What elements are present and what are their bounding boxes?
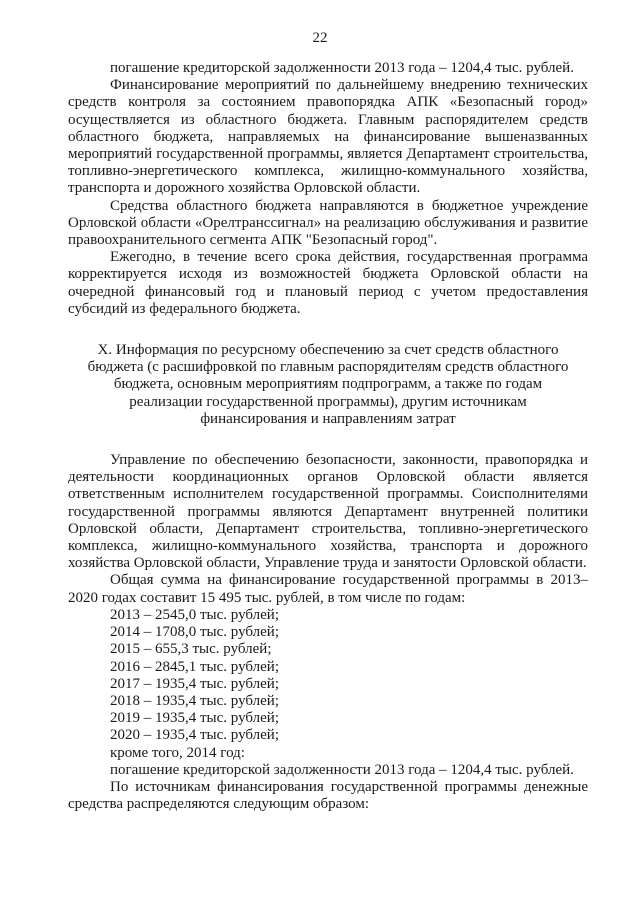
extra-line: кроме того, 2014 год: <box>110 744 245 761</box>
yearly-funding-list <box>68 607 588 745</box>
paragraph-total-sum: Общая сумма на финансирование государственной программы в 2013–2020 годах составит 15 495 тыс. рублей, в том числе по годам: <box>68 572 588 606</box>
paragraph-financing-measures: Финансирование мероприятий по дальнейшему внедрению технических средств контроля за состоянием правопорядка АПК «Безопасный город» осуществляется из областного бюджета. Главным распорядителем средств областного бюджета, направляемых на финансирование вышеназванных мероприятий государственной программы, является Департамент строительства, топливно-энергетического комплекса, жилищно-коммунального хозяйства, транспорта и дорожного хозяйства Орловской области. <box>68 77 588 197</box>
year-item: 2019 – 1935,4 тыс. рублей; <box>110 710 279 727</box>
paragraph-debt-repayment: погашение кредиторской задолженности 2013 года – 1204,4 тыс. рублей. <box>110 60 574 76</box>
paragraph-responsible-executor: Управление по обеспечению безопасности, законности, правопорядка и деятельности координационных органов Орловской области является ответственным исполнителем государственной программы. Соисполнителями государственной программы являются Департамент внутренней политики Орловской области, Департамент строительства, топливно-энергетического комплекса, жилищно-коммунального хозяйства, транспорта и дорожного хозяйства Орловской области, Управление труда и занятости Орловской области. <box>68 452 588 572</box>
paragraph-annual-adjustment: Ежегодно, в течение всего срока действия, государственная программа корректируется исходя из возможностей бюджета Орловской области на очередной финансовый год и плановый период с учетом предоставления субсидий из федерального бюджета. <box>68 249 588 317</box>
page-number: 22 <box>312 30 328 46</box>
paragraph-budget-institution: Средства областного бюджета направляются в бюджетное учреждение Орловской области «Орелтранссигнал» на реализацию обслуживания и развитие правоохранительного сегмента АПК "Безопасный город". <box>68 197 588 249</box>
section-heading: X. Информация по ресурсному обеспечению за счет средств областного бюджета (с расшифровкой по главным распорядителям средств областного бюджета, основным мероприятиям подпрограмм, а также по годам реализации государственной программы), другим источникам финансирования и направлениям затрат <box>87 342 569 427</box>
year-item: 2014 – 1708,0 тыс. рублей; <box>110 624 279 641</box>
year-item: 2018 – 1935,4 тыс. рублей; <box>110 692 279 709</box>
year-item: 2013 – 2545,0 тыс. рублей; <box>110 606 279 623</box>
paragraph-funding-sources: По источникам финансирования государственной программы денежные средства распределяются следующим образом: <box>68 778 588 813</box>
year-item: 2015 – 655,3 тыс. рублей; <box>110 641 272 658</box>
year-item: 2017 – 1935,4 тыс. рублей; <box>110 675 279 692</box>
debt-line: погашение кредиторской задолженности 2013 года – 1204,4 тыс. рублей. <box>110 761 574 778</box>
year-item: 2020 – 1935,4 тыс. рублей; <box>110 727 279 744</box>
document-body <box>68 60 588 813</box>
year-item: 2016 – 2845,1 тыс. рублей; <box>110 658 279 675</box>
